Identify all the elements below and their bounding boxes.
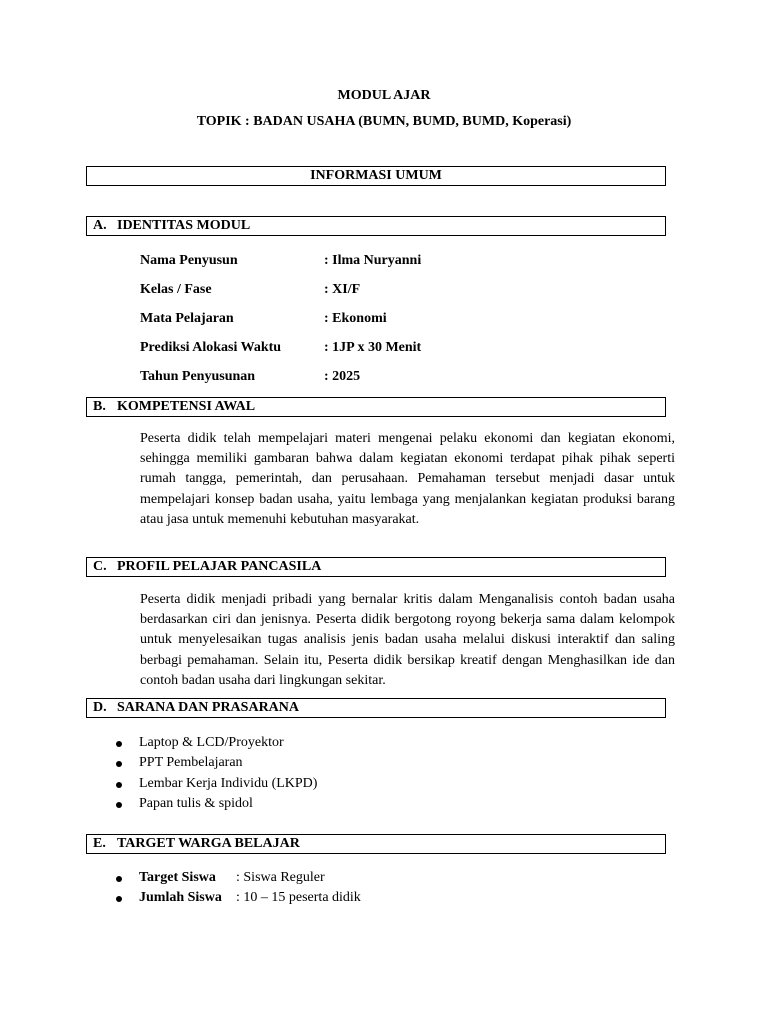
identitas-key: Prediksi Alokasi Waktu: [140, 340, 282, 355]
kompetensi-awal-paragraph: Peserta didik telah mempelajari materi mengenai pelaku ekonomi dan kegiatan ekonomi, sehingga memiliki gambaran bahwa dalam kegiatan ekonomi terdapat pihak pihak seperti rumah tangga, pemerintah, dan perusahaan. Pemahaman tersebut menjadi dasar untuk mempelajari konsep badan usaha, yaitu lembaga yang menjalankan kegiatan produksi barang atau jasa untuk memenuhi kebutuhan masyarakat.: [140, 431, 675, 527]
identitas-key: Nama Penyusun: [140, 253, 238, 268]
section-b-heading: [86, 397, 666, 417]
target-key: Target Siswa: [139, 870, 216, 885]
identitas-key: Kelas / Fase: [140, 282, 212, 297]
list-item: [112, 888, 361, 908]
document-title: MODUL AJAR: [337, 88, 431, 103]
target-value: : 10 – 15 peserta didik: [236, 890, 361, 906]
section-a-heading: [86, 216, 666, 236]
bullet-icon: [116, 761, 122, 767]
list-item: [112, 794, 317, 814]
sarana-item: Papan tulis & spidol: [139, 795, 253, 811]
section-a-letter: A.: [93, 218, 107, 233]
identitas-key: Tahun Penyusunan: [140, 369, 256, 384]
list-item: [112, 774, 317, 794]
identitas-value: : XI/F: [324, 282, 361, 297]
section-a-label: IDENTITAS MODUL: [117, 218, 251, 233]
target-key: Jumlah Siswa: [139, 890, 222, 906]
section-c-label: PROFIL PELAJAR PANCASILA: [117, 559, 322, 574]
section-d-heading: [86, 698, 666, 718]
document-topic: TOPIK : BADAN USAHA (BUMN, BUMD, BUMD, Koperasi): [196, 114, 572, 129]
target-value: : Siswa Reguler: [236, 870, 325, 885]
bullet-icon: [116, 876, 122, 882]
identitas-value: : 2025: [324, 369, 361, 384]
section-b-label: KOMPETENSI AWAL: [117, 399, 256, 414]
section-d-letter: D.: [93, 700, 107, 715]
bullet-icon: [116, 802, 122, 808]
section-e-heading: [86, 834, 666, 854]
section-c-letter: C.: [93, 559, 107, 574]
section-d-label: SARANA DAN PRASARANA: [117, 700, 300, 715]
bullet-icon: [116, 741, 122, 747]
identitas-value: : 1JP x 30 Menit: [324, 340, 422, 355]
sarana-item: Laptop & LCD/Proyektor: [139, 735, 284, 750]
sarana-item: Lembar Kerja Individu (LKPD): [139, 775, 318, 791]
section-b-letter: B.: [93, 399, 106, 414]
bullet-icon: [116, 896, 122, 902]
section-e-letter: E.: [93, 836, 106, 851]
informasi-umum-heading: [86, 166, 666, 186]
target-list: [112, 868, 361, 909]
sarana-item: PPT Pembelajaran: [139, 755, 243, 771]
informasi-umum-label: INFORMASI UMUM: [310, 168, 442, 183]
bullet-icon: [116, 782, 122, 788]
section-e-label: TARGET WARGA BELAJAR: [117, 836, 300, 851]
list-item: [112, 733, 317, 753]
list-item: [112, 868, 361, 888]
section-c-heading: [86, 557, 666, 577]
list-item: [112, 753, 317, 773]
sarana-list: [112, 733, 317, 814]
profil-pancasila-paragraph: Peserta didik menjadi pribadi yang bernalar kritis dalam Menganalisis contoh badan usaha berdasarkan ciri dan jenisnya. Peserta didik bergotong royong bekerja sama dalam kelompok untuk menyelesaikan tugas analisis jenis badan usaha melalui diskusi interaktif dan saling berbagi pemahaman. Selain itu, Peserta didik bersikap kreatif dengan Menghasilkan ide dan contoh badan usaha dari lingkungan sekitar.: [140, 592, 675, 688]
identitas-value: : Ilma Nuryanni: [324, 253, 422, 268]
identitas-key: Mata Pelajaran: [140, 311, 234, 326]
identitas-value: : Ekonomi: [324, 311, 387, 326]
